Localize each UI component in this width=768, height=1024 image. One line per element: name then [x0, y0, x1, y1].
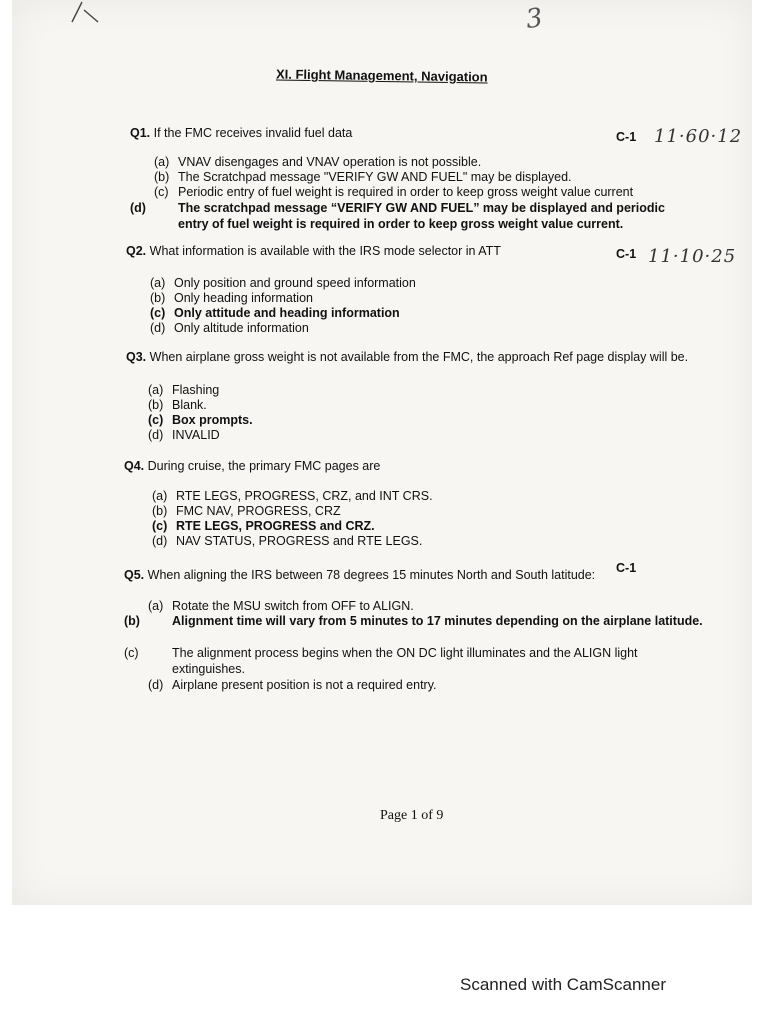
option-d: (d) Only altitude information: [150, 321, 309, 335]
option-b-correct: (b) Alignment time will vary from 5 minutes to 17 minutes depending on the airplane latitude.: [124, 614, 703, 628]
scanner-watermark: Scanned with CamScanner: [460, 975, 667, 994]
option-d: (d) Airplane present position is not a required entry.: [148, 678, 437, 692]
option-a: (a) VNAV disengages and VNAV operation is not possible.: [154, 155, 482, 169]
option-d-correct: (d) The scratchpad message “VERIFY GW AND FUEL” may be displayed and periodic entry of fuel weight is required in order to keep gross weight value current.: [130, 201, 665, 231]
question-code: C-1: [616, 130, 637, 144]
question-code: C-1: [616, 247, 637, 261]
question-5: [124, 568, 595, 582]
option-a: (a) Only position and ground speed information: [150, 276, 416, 290]
question-text: During cruise, the primary FMC pages are: [147, 459, 381, 473]
option-c-correct: (c) Only attitude and heading information: [150, 306, 400, 320]
question-text: What information is available with the IRS mode selector in ATT: [149, 244, 501, 258]
question-number: Q4.: [124, 459, 145, 473]
option-b: (b) Blank.: [148, 398, 207, 412]
question-number: Q5.: [124, 568, 145, 582]
section-title: XI. Flight Management, Navigation: [275, 66, 488, 85]
handwritten-reference: 11·10·25: [648, 246, 737, 267]
question-code: C-1: [616, 561, 637, 575]
option-c: (c) Periodic entry of fuel weight is required in order to keep gross weight value current: [154, 185, 634, 199]
question-text: When airplane gross weight is not available from the FMC, the approach Ref page display will be.: [149, 350, 689, 364]
question-2: [126, 244, 501, 258]
question-3: [126, 350, 688, 364]
handwritten-page-number: 3: [523, 2, 545, 36]
option-b: (b) FMC NAV, PROGRESS, CRZ: [152, 504, 341, 518]
scanned-page: [12, 0, 752, 905]
handwritten-reference: 11·60·12: [654, 126, 743, 147]
question-text: When aligning the IRS between 78 degrees 15 minutes North and South latitude:: [147, 568, 596, 582]
question-text: If the FMC receives invalid fuel data: [153, 126, 353, 140]
option-d: (d) NAV STATUS, PROGRESS and RTE LEGS.: [152, 534, 423, 548]
question-number: Q2.: [126, 244, 147, 258]
option-c-correct: (c) RTE LEGS, PROGRESS and CRZ.: [152, 519, 375, 533]
question-number: Q3.: [126, 350, 147, 364]
option-a: (a) Rotate the MSU switch from OFF to ALIGN.: [148, 599, 414, 613]
option-b: (b) The Scratchpad message "VERIFY GW AND FUEL" may be displayed.: [154, 170, 572, 184]
option-c: (c) The alignment process begins when the ON DC light illuminates and the ALIGN light extinguishes.: [124, 646, 638, 676]
question-1: [130, 126, 352, 140]
question-4: [124, 459, 380, 473]
question-number: Q1.: [130, 126, 151, 140]
option-b: (b) Only heading information: [150, 291, 313, 305]
pen-mark-icon: [70, 0, 100, 24]
option-c-correct: (c) Box prompts.: [148, 413, 253, 427]
option-a: (a) RTE LEGS, PROGRESS, CRZ, and INT CRS.: [152, 489, 433, 503]
option-d: (d) INVALID: [148, 428, 220, 442]
page-number: Page 1 of 9: [380, 808, 444, 823]
option-a: (a) Flashing: [148, 383, 220, 397]
